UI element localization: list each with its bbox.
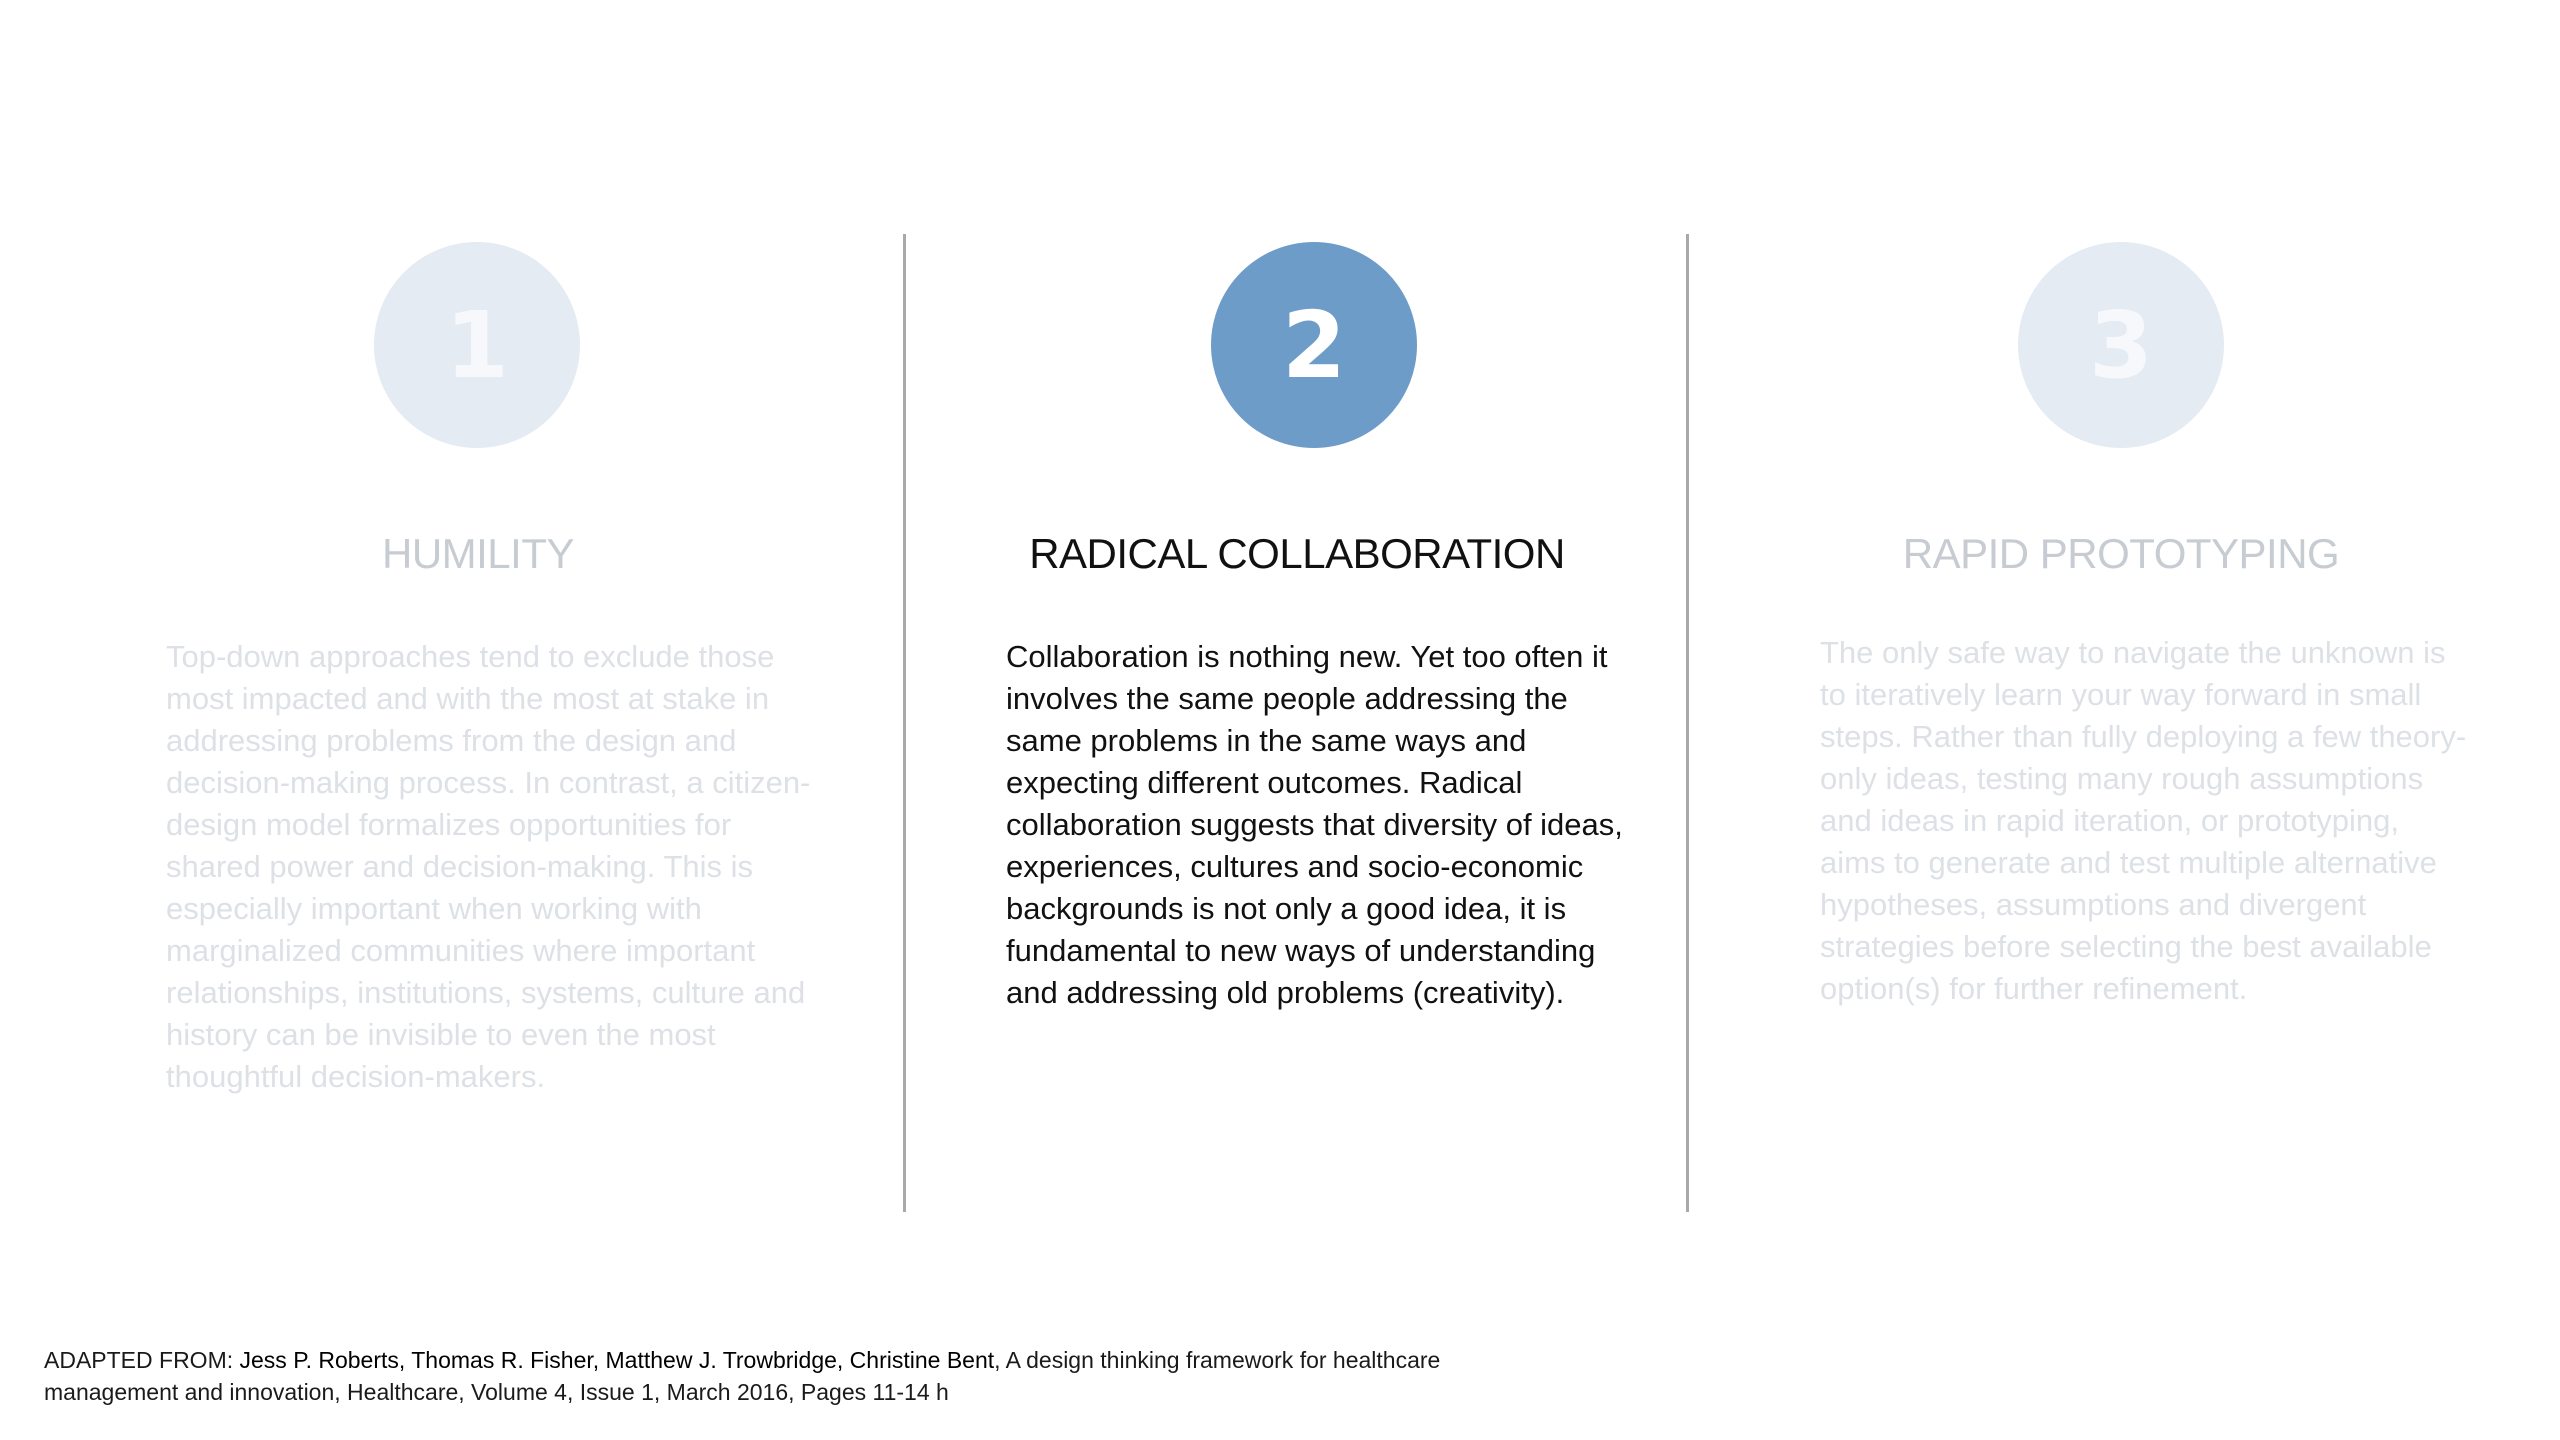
column-title-radical-collaboration: RADICAL COLLABORATION (1029, 530, 1565, 577)
citation (44, 1344, 1444, 1408)
column-body-rapid-prototyping: The only safe way to navigate the unknown is to iteratively learn your way forward in small steps. Rather than fully deploying a few theory-only ideas, testing many rough assumptions and ideas in rapid iteration, or prototyping, aims to generate and test multiple alternative hypotheses, assumptions and divergent strategies before selecting the best available option(s) for further refinement. (1820, 635, 2467, 1006)
step-number-circle-3: 3 (2018, 242, 2224, 448)
citation-authors: Jess P. Roberts, Thomas R. Fisher, Matthew J. Trowbridge, Christine Bent (239, 1347, 995, 1373)
citation-details: , A design thinking framework for healthcare management and innovation, Healthcare, Volume 4, Issue 1, March 2016, Pages 11-14 h (44, 1347, 1441, 1405)
column-rapid-prototyping (1688, 230, 2560, 1210)
column-humility (0, 230, 906, 1210)
column-radical-collaboration (906, 230, 1688, 1210)
column-title-humility: HUMILITY (381, 530, 574, 577)
column-title-rapid-prototyping: RAPID PROTOTYPING (1902, 530, 2340, 577)
column-body-humility: Top-down approaches tend to exclude those most impacted and with the most at stake in addressing problems from the design and decision-making process. In contrast, a citizen-design model formalizes opportunities for shared power and decision-making. This is especially important when working with marginalized communities where important relationships, institutions, systems, culture and history can be invisible to even the most thoughtful decision-makers. (166, 639, 811, 1094)
citation-prefix: ADAPTED FROM: (44, 1347, 240, 1373)
step-number-circle-2: 2 (1211, 242, 1417, 448)
column-body-radical-collaboration: Collaboration is nothing new. Yet too often it involves the same people addressing the same problems in the same ways and expecting different outcomes. Radical collaboration suggests that diversity of ideas, experiences, cultures and socio-economic backgrounds is not only a good idea, it is fundamental to new ways of understanding and addressing old problems (creativity). (1006, 639, 1623, 1010)
step-number-circle-1: 1 (374, 242, 580, 448)
